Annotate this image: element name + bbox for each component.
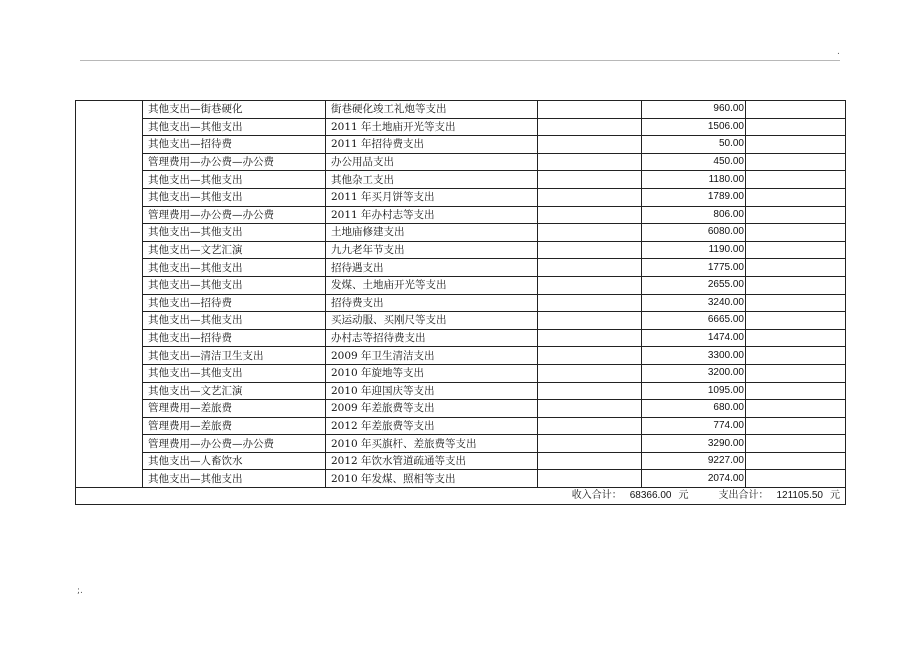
category-cell: 其他支出—招待费 [143,136,326,154]
category-cell: 管理费用—办公费—办公费 [143,153,326,171]
category-cell: 其他支出—街巷硬化 [143,101,326,119]
amount-cell: 3290.00 [642,435,746,453]
remark-cell [746,312,846,330]
blank-cell [538,329,642,347]
amount-cell: 450.00 [642,153,746,171]
amount-cell: 806.00 [642,206,746,224]
remark-cell [746,206,846,224]
category-cell: 其他支出—其他支出 [143,276,326,294]
income-total-label: 收入合计： [571,490,622,502]
table-row [76,259,846,277]
category-cell: 其他支出—清洁卫生支出 [143,347,326,365]
summary-cell [76,488,846,505]
table-row [76,101,846,119]
amount-cell: 960.00 [642,101,746,119]
category-cell: 其他支出—其他支出 [143,224,326,242]
amount-cell: 1506.00 [642,118,746,136]
amount-cell: 1095.00 [642,382,746,400]
table-row [76,400,846,418]
remark-cell [746,435,846,453]
header-rule [80,60,840,61]
blank-cell [538,224,642,242]
remark-cell [746,136,846,154]
remark-cell [746,329,846,347]
remark-cell [746,276,846,294]
category-cell: 管理费用—办公费—办公费 [143,435,326,453]
page-corner-mark: . [837,47,840,57]
table-row [76,241,846,259]
table-row [76,188,846,206]
blank-cell [538,188,642,206]
blank-cell [538,364,642,382]
description-cell: 2010 年买旗杆、差旅费等支出 [326,435,538,453]
blank-cell [538,101,642,119]
amount-cell: 6665.00 [642,312,746,330]
amount-cell: 50.00 [642,136,746,154]
remark-cell [746,153,846,171]
expense-total-unit: 元 [830,490,840,502]
amount-cell: 6080.00 [642,224,746,242]
blank-cell [538,259,642,277]
amount-cell: 1180.00 [642,171,746,189]
blank-cell [538,400,642,418]
description-cell: 2010 年发煤、照相等支出 [326,470,538,488]
table-row [76,417,846,435]
category-cell: 管理费用—办公费—办公费 [143,206,326,224]
description-cell: 九九老年节支出 [326,241,538,259]
expense-total-value: 121105.50 [776,490,823,502]
expense-total-label: 支出合计： [718,490,769,502]
category-cell: 其他支出—其他支出 [143,312,326,330]
table-row [76,224,846,242]
blank-cell [538,153,642,171]
table-row [76,347,846,365]
description-cell: 2011 年办村志等支出 [326,206,538,224]
description-cell: 2009 年差旅费等支出 [326,400,538,418]
remark-cell [746,400,846,418]
remark-cell [746,364,846,382]
amount-cell: 3200.00 [642,364,746,382]
description-cell: 2011 年土地庙开光等支出 [326,118,538,136]
category-cell: 其他支出—文艺汇演 [143,241,326,259]
description-cell: 2009 年卫生清洁支出 [326,347,538,365]
remark-cell [746,241,846,259]
amount-cell: 9227.00 [642,452,746,470]
expense-ledger-table [75,100,846,505]
blank-merged-cell [76,101,143,488]
amount-cell: 3300.00 [642,347,746,365]
blank-cell [538,382,642,400]
remark-cell [746,417,846,435]
amount-cell: 1775.00 [642,259,746,277]
category-cell: 其他支出—其他支出 [143,470,326,488]
category-cell: 其他支出—其他支出 [143,171,326,189]
remark-cell [746,171,846,189]
summary-row [76,488,846,505]
blank-cell [538,136,642,154]
category-cell: 管理费用—差旅费 [143,400,326,418]
table-row [76,435,846,453]
category-cell: 其他支出—其他支出 [143,364,326,382]
blank-cell [538,435,642,453]
description-cell: 买运动服、买刚尺等支出 [326,312,538,330]
remark-cell [746,259,846,277]
description-cell: 办村志等招待费支出 [326,329,538,347]
remark-cell [746,224,846,242]
amount-cell: 2655.00 [642,276,746,294]
table-row [76,294,846,312]
remark-cell [746,101,846,119]
table-row [76,364,846,382]
remark-cell [746,452,846,470]
description-cell: 招待遇支出 [326,259,538,277]
table-row [76,118,846,136]
amount-cell: 774.00 [642,417,746,435]
category-cell: 其他支出—其他支出 [143,118,326,136]
amount-cell: 3240.00 [642,294,746,312]
table-row [76,276,846,294]
blank-cell [538,470,642,488]
remark-cell [746,118,846,136]
remark-cell [746,382,846,400]
category-cell: 其他支出—文艺汇演 [143,382,326,400]
category-cell: 其他支出—其他支出 [143,188,326,206]
category-cell: 其他支出—招待费 [143,329,326,347]
remark-cell [746,294,846,312]
ledger-rows [76,101,846,488]
amount-cell: 680.00 [642,400,746,418]
category-cell: 管理费用—差旅费 [143,417,326,435]
table-row [76,382,846,400]
blank-cell [538,241,642,259]
amount-cell: 2074.00 [642,470,746,488]
category-cell: 其他支出—人畜饮水 [143,452,326,470]
table-row [76,452,846,470]
description-cell: 发煤、土地庙开光等支出 [326,276,538,294]
income-total-value: 68366.00 [629,490,672,502]
remark-cell [746,470,846,488]
description-cell: 2011 年招待费支出 [326,136,538,154]
description-cell: 2012 年差旅费等支出 [326,417,538,435]
description-cell: 办公用品支出 [326,153,538,171]
blank-cell [538,276,642,294]
description-cell: 2010 年迎国庆等支出 [326,382,538,400]
blank-cell [538,312,642,330]
blank-cell [538,171,642,189]
page-footer-mark: ;. [77,586,83,596]
blank-cell [538,118,642,136]
category-cell: 其他支出—招待费 [143,294,326,312]
table-row [76,171,846,189]
income-total-unit: 元 [678,490,689,502]
description-cell: 2010 年旋地等支出 [326,364,538,382]
table-row [76,153,846,171]
table-row [76,206,846,224]
table-row [76,470,846,488]
category-cell: 其他支出—其他支出 [143,259,326,277]
blank-cell [538,417,642,435]
table-row [76,329,846,347]
description-cell: 2012 年饮水管道疏通等支出 [326,452,538,470]
description-cell: 其他杂工支出 [326,171,538,189]
amount-cell: 1474.00 [642,329,746,347]
amount-cell: 1789.00 [642,188,746,206]
blank-cell [538,206,642,224]
ledger-summary [76,488,846,505]
description-cell: 2011 年买月饼等支出 [326,188,538,206]
description-cell: 土地庙修建支出 [326,224,538,242]
remark-cell [746,347,846,365]
description-cell: 街巷硬化竣工礼炮等支出 [326,101,538,119]
amount-cell: 1190.00 [642,241,746,259]
blank-cell [538,294,642,312]
blank-cell [538,347,642,365]
description-cell: 招待费支出 [326,294,538,312]
blank-cell [538,452,642,470]
table-row [76,312,846,330]
table-row [76,136,846,154]
remark-cell [746,188,846,206]
